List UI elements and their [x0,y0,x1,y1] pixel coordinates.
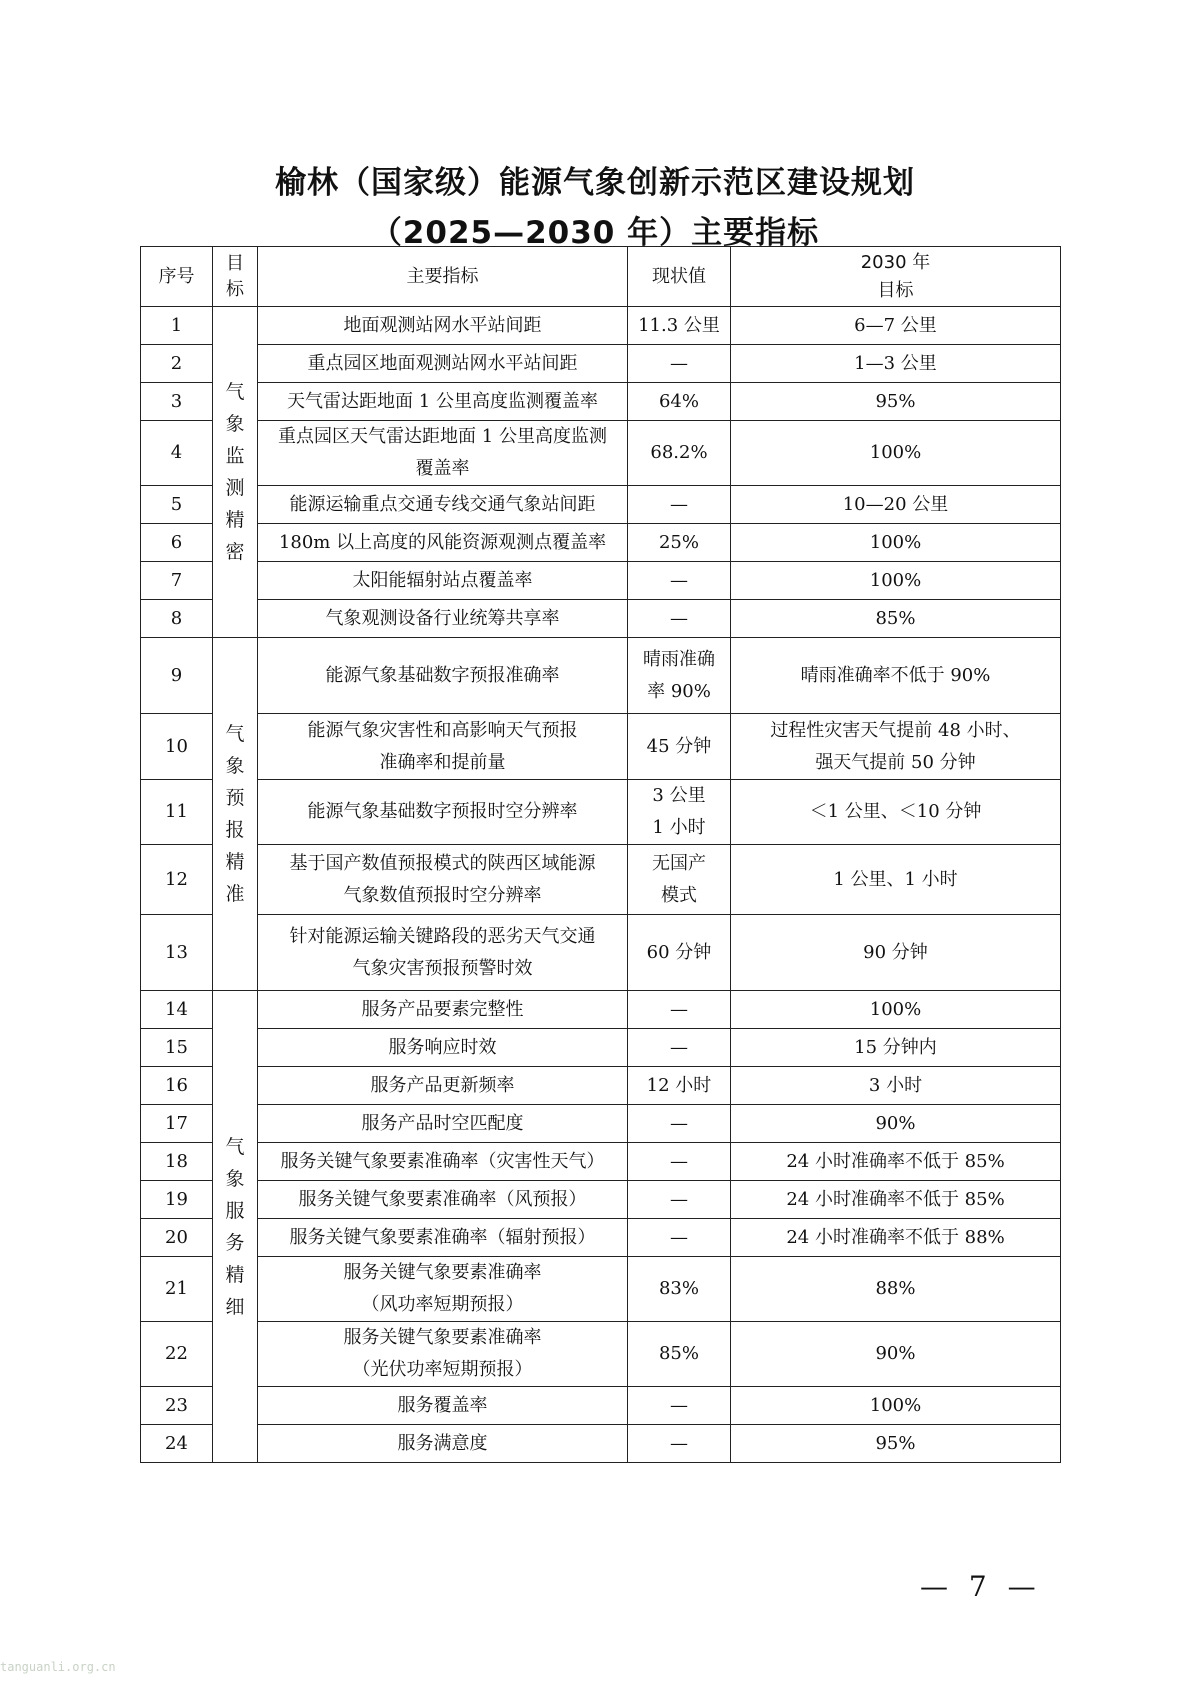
page-number: — 7 — [920,1570,1042,1603]
current-value-cell [628,845,731,915]
target-value-cell [731,780,1061,845]
table-row [141,714,1061,780]
row-number: 10 [141,714,213,780]
current-value-cell [628,780,731,845]
indicator-cell [258,600,628,638]
row-number: 19 [141,1181,213,1219]
indicator-cell [258,524,628,562]
row-number: 13 [141,915,213,991]
current-value-cell [628,421,731,486]
target-value-cell-line: 24 小时准确率不低于 85% [786,1188,1005,1210]
indicator-table [140,246,1061,1463]
current-value-cell [628,1143,731,1181]
table-row [141,1425,1061,1463]
target-value-cell-line: 85% [875,607,916,629]
table-row [141,486,1061,524]
indicator-cell-line: 180m 以上高度的风能资源观测点覆盖率 [278,531,607,553]
target-value-cell [731,1219,1061,1257]
target-value-cell [731,307,1061,345]
indicator-cell-line: 天气雷达距地面 1 公里高度监测覆盖率 [287,390,598,412]
target-value-cell-line: 10—20 公里 [842,493,949,515]
target-value-cell [731,421,1061,486]
indicator-cell [258,345,628,383]
current-value-cell [628,1322,731,1387]
target-value-cell [731,1143,1061,1181]
target-value-cell [731,1067,1061,1105]
table-row [141,383,1061,421]
current-value-cell-line: 11.3 公里 [638,314,720,336]
indicator-cell [258,1387,628,1425]
indicator-cell-line: 服务产品更新频率 [370,1074,515,1096]
target-value-cell [731,1257,1061,1322]
current-value-cell-line: 25% [658,531,699,553]
target-value-cell-line: 90 分钟 [863,941,928,963]
target-value-cell [731,1387,1061,1425]
table-row [141,307,1061,345]
header-seq: 序号 [141,247,213,307]
indicator-cell-line: 覆盖率 [415,458,470,479]
row-number: 24 [141,1425,213,1463]
current-value-cell [628,991,731,1029]
row-number: 12 [141,845,213,915]
target-value-cell [731,562,1061,600]
indicator-cell-line: 准确率和提前量 [379,751,506,773]
table-row [141,1067,1061,1105]
table-row [141,1181,1061,1219]
indicator-cell-line: 服务满意度 [397,1432,488,1454]
row-number: 4 [141,421,213,486]
row-number: 7 [141,562,213,600]
current-value-cell [628,383,731,421]
current-value-cell [628,1425,731,1463]
target-value-cell [731,383,1061,421]
target-value-cell [731,1105,1061,1143]
goal-char: 预 [225,787,245,809]
indicator-cell [258,383,628,421]
current-value-cell-line: — [670,1188,688,1210]
indicator-cell-line: （风功率短期预报） [361,1294,524,1315]
target-value-cell-line: 24 小时准确率不低于 85% [786,1150,1005,1172]
row-number: 20 [141,1219,213,1257]
goal-char: 气 [225,1135,245,1158]
page-title-line-1: 榆林（国家级）能源气象创新示范区建设规划 [275,165,915,201]
indicator-cell-line: 基于国产数值预报模式的陕西区域能源 [289,852,596,874]
current-value-cell-line: 无国产 [652,852,706,874]
target-value-cell [731,1322,1061,1387]
goal-char: 精 [225,509,245,531]
target-value-cell [731,600,1061,638]
indicator-cell [258,1067,628,1105]
indicator-cell-line: 重点园区天气雷达距地面 1 公里高度监测 [278,426,607,447]
table-row [141,421,1061,486]
current-value-cell [628,562,731,600]
target-value-cell-line: 15 分钟内 [854,1036,937,1058]
current-value-cell [628,600,731,638]
current-value-cell-line: — [670,352,688,374]
target-value-cell-line: ＜1 公里、＜10 分钟 [809,801,982,822]
indicator-cell [258,1425,628,1463]
target-value-cell-line: 100% [869,531,922,553]
table-row [141,600,1061,638]
goal-char: 精 [225,851,245,873]
goal-char: 象 [225,413,245,435]
table-row [141,1105,1061,1143]
target-value-cell-line: 强天气提前 50 分钟 [815,751,976,773]
goal-char: 报 [225,819,245,841]
goal-char: 准 [225,883,245,905]
indicator-cell [258,307,628,345]
target-value-cell [731,486,1061,524]
goal-char: 测 [225,477,245,499]
header-goal-text: 目标 [225,252,244,300]
goal-char: 密 [225,541,245,563]
indicator-cell-line: 太阳能辐射站点覆盖率 [352,569,533,591]
table-row [141,845,1061,915]
current-value-cell-line: 60 分钟 [646,941,712,963]
target-value-cell [731,1425,1061,1463]
indicator-cell [258,1257,628,1322]
indicator-cell-line: 能源运输重点交通专线交通气象站间距 [289,493,596,515]
row-number: 23 [141,1387,213,1425]
indicator-cell-line: （光伏功率短期预报） [352,1359,533,1380]
table-header-row [141,247,1061,307]
indicator-cell-line: 服务关键气象要素准确率（灾害性天气） [280,1150,605,1172]
target-value-cell [731,991,1061,1029]
current-value-cell [628,1387,731,1425]
indicator-cell-line: 地面观测站网水平站间距 [343,314,542,336]
indicator-cell [258,714,628,780]
target-value-cell-line: 1—3 公里 [854,352,937,374]
target-value-cell-line: 3 小时 [868,1074,923,1096]
row-number: 8 [141,600,213,638]
current-value-cell [628,345,731,383]
indicator-cell-line: 服务关键气象要素准确率（辐射预报） [289,1226,596,1248]
goal-char: 象 [225,1167,245,1190]
target-value-cell-line: 88% [875,1278,916,1299]
goal-char: 精 [225,1263,245,1286]
table-row [141,991,1061,1029]
indicator-cell [258,1029,628,1067]
header-target-word: 目标 [877,279,914,301]
current-value-cell-line: 3 公里 [652,785,706,806]
target-value-cell-line: 95% [875,390,916,412]
table-row [141,1322,1061,1387]
target-value-cell [731,638,1061,714]
current-value-cell [628,1219,731,1257]
row-number: 21 [141,1257,213,1322]
current-value-cell [628,1067,731,1105]
current-value-cell [628,1257,731,1322]
goal-char: 象 [225,755,245,777]
current-value-cell-line: — [670,1036,688,1058]
target-value-cell-line: 90% [875,1343,916,1364]
current-value-cell [628,1105,731,1143]
target-value-cell [731,915,1061,991]
current-value-cell [628,1181,731,1219]
row-number: 17 [141,1105,213,1143]
current-value-cell-line: — [670,493,688,515]
indicator-cell-line: 服务关键气象要素准确率 [343,1262,542,1283]
target-value-cell-line: 95% [875,1432,916,1454]
current-value-cell [628,1029,731,1067]
indicator-cell [258,562,628,600]
current-value-cell-line: — [670,569,688,591]
indicator-cell-line: 能源气象基础数字预报准确率 [325,664,560,686]
goal-cell-g3 [213,991,258,1463]
current-value-cell [628,638,731,714]
current-value-cell [628,307,731,345]
goal-cell-g1 [213,307,258,638]
current-value-cell-line: 12 小时 [646,1074,712,1096]
indicator-cell-line: 气象观测设备行业统筹共享率 [325,607,560,629]
goal-cell-g2 [213,638,258,991]
target-value-cell-line: 100% [869,569,922,591]
table-row [141,638,1061,714]
header-target-year: 2030 年 [860,251,931,273]
target-value-cell [731,524,1061,562]
indicator-cell [258,486,628,524]
current-value-cell-line: — [670,1112,688,1134]
target-value-cell-line: 6—7 公里 [854,314,937,336]
indicator-cell-line: 服务响应时效 [388,1036,497,1058]
indicator-cell [258,1322,628,1387]
row-number: 2 [141,345,213,383]
goal-char: 务 [225,1231,245,1254]
current-value-cell-line: — [670,1394,688,1416]
indicator-cell [258,780,628,845]
header-target [731,247,1061,307]
current-value-cell-line: 率 90% [647,680,711,702]
current-value-cell-line: — [670,998,688,1020]
table-row [141,524,1061,562]
goal-char: 服 [225,1199,245,1222]
row-number: 9 [141,638,213,714]
current-value-cell-line: 1 小时 [652,817,706,838]
current-value-cell-line: — [670,607,688,629]
target-value-cell-line: 100% [869,442,922,463]
goal-char: 气 [225,381,245,403]
row-number: 6 [141,524,213,562]
header-indicator: 主要指标 [258,247,628,307]
current-value-cell-line: 45 分钟 [646,735,712,757]
indicator-cell [258,991,628,1029]
row-number: 14 [141,991,213,1029]
target-value-cell-line: 1 公里、1 小时 [833,868,958,890]
row-number: 11 [141,780,213,845]
current-value-cell-line: 68.2% [650,442,708,463]
table-row [141,1029,1061,1067]
row-number: 15 [141,1029,213,1067]
row-number: 16 [141,1067,213,1105]
indicator-cell [258,845,628,915]
indicator-cell-line: 能源气象灾害性和高影响天气预报 [307,719,578,741]
header-current: 现状值 [628,247,731,307]
indicator-cell-line: 服务关键气象要素准确率（风预报） [298,1188,587,1210]
current-value-cell-line: 64% [658,390,699,412]
goal-char: 细 [225,1295,245,1318]
table-row [141,345,1061,383]
current-value-cell-line: 模式 [661,884,697,906]
row-number: 22 [141,1322,213,1387]
target-value-cell-line: 100% [869,1394,922,1416]
indicator-cell-line: 针对能源运输关键路段的恶劣天气交通 [289,925,596,947]
target-value-cell-line: 90% [875,1112,916,1134]
header-goal [213,247,258,307]
indicator-cell [258,421,628,486]
target-value-cell-line: 晴雨准确率不低于 90% [800,664,991,686]
indicator-cell [258,1219,628,1257]
table-row [141,1257,1061,1322]
indicator-cell-line: 能源气象基础数字预报时空分辨率 [307,801,578,822]
target-value-cell [731,1029,1061,1067]
current-value-cell [628,486,731,524]
indicator-cell-line: 气象灾害预报预警时效 [352,957,533,979]
indicator-cell [258,1143,628,1181]
current-value-cell [628,524,731,562]
table-row [141,915,1061,991]
watermark: tanguanli.org.cn [0,1660,116,1674]
target-value-cell-line: 100% [869,998,922,1020]
goal-char: 气 [225,723,245,745]
current-value-cell-line: — [670,1432,688,1454]
target-value-cell [731,1181,1061,1219]
table-row [141,1219,1061,1257]
indicator-cell-line: 服务产品要素完整性 [361,998,524,1020]
target-value-cell [731,845,1061,915]
indicator-cell [258,638,628,714]
current-value-cell-line: — [670,1150,688,1172]
indicator-cell-line: 重点园区地面观测站网水平站间距 [307,352,578,374]
target-value-cell [731,714,1061,780]
row-number: 5 [141,486,213,524]
indicator-cell [258,1181,628,1219]
current-value-cell-line: 晴雨准确 [643,648,715,670]
table-row [141,562,1061,600]
indicator-cell-line: 气象数值预报时空分辨率 [343,884,542,906]
row-number: 1 [141,307,213,345]
current-value-cell-line: 85% [658,1343,699,1364]
current-value-cell [628,714,731,780]
table-row [141,780,1061,845]
goal-char: 监 [225,445,245,467]
indicator-cell [258,915,628,991]
indicator-cell-line: 服务关键气象要素准确率 [343,1327,542,1348]
table-row [141,1143,1061,1181]
current-value-cell-line: — [670,1226,688,1248]
target-value-cell-line: 24 小时准确率不低于 88% [786,1226,1005,1248]
page-title-line-2: （2025—2030 年）主要指标 [370,215,820,251]
current-value-cell [628,915,731,991]
row-number: 3 [141,383,213,421]
table-row [141,1387,1061,1425]
current-value-cell-line: 83% [658,1278,699,1299]
indicator-cell-line: 服务覆盖率 [397,1394,488,1416]
target-value-cell-line: 过程性灾害天气提前 48 小时、 [770,719,1021,741]
row-number: 18 [141,1143,213,1181]
target-value-cell [731,345,1061,383]
indicator-cell [258,1105,628,1143]
indicator-cell-line: 服务产品时空匹配度 [361,1112,524,1134]
